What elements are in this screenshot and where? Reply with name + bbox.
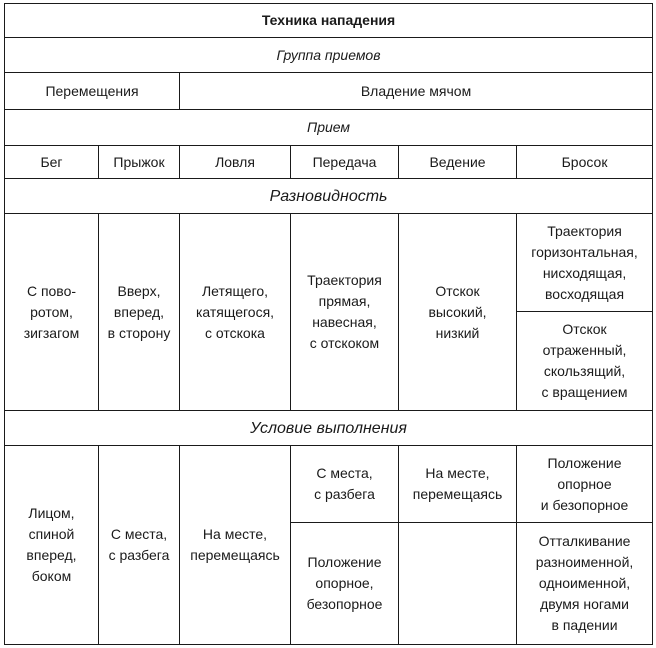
group-ball: Владение мячом xyxy=(180,73,653,110)
variety-catch: Летящего, катящегося, с отскока xyxy=(180,214,291,411)
condition-row-1 xyxy=(5,446,653,523)
technique-jump: Прыжок xyxy=(99,146,180,179)
variety-shot-bounce: Отскок отраженный, скользящий, с вращением xyxy=(517,312,653,411)
condition-dribble-bottom-empty xyxy=(399,523,517,645)
groups-row xyxy=(5,73,653,110)
variety-shot-trajectory: Траектория горизонтальная, нисходящая, восходящая xyxy=(517,214,653,312)
technique-pass: Передача xyxy=(291,146,399,179)
variety-dribble: Отскок высокий, низкий xyxy=(399,214,517,411)
group-header: Группа приемов xyxy=(5,38,653,73)
technique-header-row xyxy=(5,110,653,146)
technique-catch: Ловля xyxy=(180,146,291,179)
variety-pass: Траектория прямая, навесная, с отскоком xyxy=(291,214,399,411)
condition-shot-bottom: Отталкивание разноименной, одноименной, двумя ногами в падении xyxy=(517,523,653,645)
variety-header: Разновидность xyxy=(5,179,653,214)
technique-header: Прием xyxy=(5,110,653,146)
variety-jump: Вверх, вперед, в сторону xyxy=(99,214,180,411)
technique-dribble: Ведение xyxy=(399,146,517,179)
variety-run: С пово- ротом, зигзагом xyxy=(5,214,99,411)
variety-row-1 xyxy=(5,214,653,312)
condition-pass-bottom: Положение опорное, безопорное xyxy=(291,523,399,645)
condition-dribble-top: На месте, перемещаясь xyxy=(399,446,517,523)
technique-run: Бег xyxy=(5,146,99,179)
technique-shot: Бросок xyxy=(517,146,653,179)
condition-header: Условие выполнения xyxy=(5,411,653,446)
condition-catch: На месте, перемещаясь xyxy=(180,446,291,645)
group-movement: Перемещения xyxy=(5,73,180,110)
title-row xyxy=(5,4,653,38)
attack-technique-table xyxy=(4,3,653,645)
condition-run: Лицом, спиной вперед, боком xyxy=(5,446,99,645)
condition-pass-top: С места, с разбега xyxy=(291,446,399,523)
condition-jump: С места, с разбега xyxy=(99,446,180,645)
condition-shot-top: Положение опорное и безопорное xyxy=(517,446,653,523)
group-header-row xyxy=(5,38,653,73)
table-title: Техника нападения xyxy=(5,4,653,38)
variety-header-row xyxy=(5,179,653,214)
techniques-row xyxy=(5,146,653,179)
condition-header-row xyxy=(5,411,653,446)
